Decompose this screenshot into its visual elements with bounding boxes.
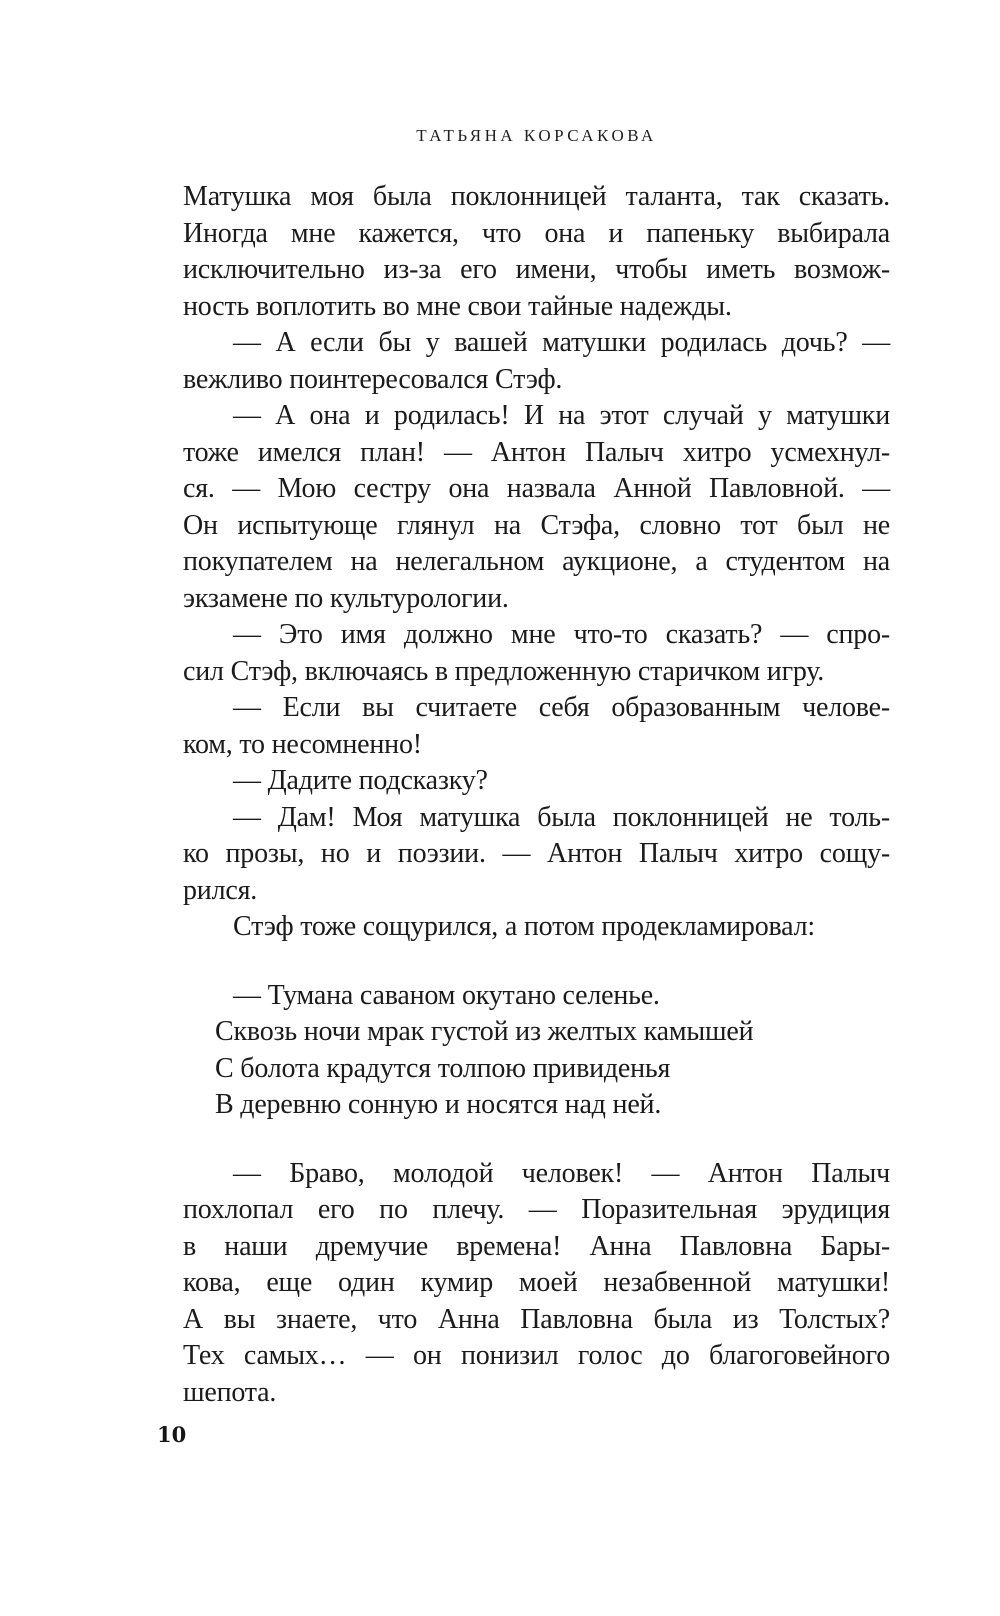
text-line: ность воплотить во мне свои тайные надежды.	[183, 290, 732, 322]
text-line: в наши дремучие времена! Анна Павловна Бары-	[183, 1230, 890, 1262]
text-line: — А она и родилась! И на этот случай у матушки	[233, 400, 890, 431]
text-line: В деревню сонную и носятся над ней.	[215, 1089, 662, 1120]
text-line: вежливо поинтересовался Стэф.	[183, 363, 563, 395]
text-line: сил Стэф, включаясь в предложенную старичком игру.	[183, 655, 825, 687]
text-line: экзамене по культурологии.	[183, 582, 509, 614]
text-line: покупателем на нелегальном аукционе, а студентом на	[183, 546, 890, 577]
text-line: Матушка моя была поклонницей таланта, так сказать.	[183, 181, 890, 212]
text-line: Иногда мне кажется, что она и папеньку выбирала	[183, 217, 890, 249]
text-line: — Тумана саваном окутано селенье.	[233, 979, 660, 1011]
text-line: Тех самых… — он понизил голос до благоговейного	[183, 1340, 890, 1371]
text-line: ком, то несомненно!	[183, 728, 422, 760]
text-line: А вы знаете, что Анна Павловна была из Толстых?	[183, 1303, 890, 1335]
text-line: — Если вы считаете себя образованным челове-	[233, 692, 890, 723]
text-line: С болота крадутся толпою привиденья	[215, 1052, 671, 1084]
text-line: Стэф тоже сощурился, а потом продекламировал:	[233, 911, 815, 942]
running-header: ТАТЬЯНА КОРСАКОВА	[416, 126, 657, 145]
text-line: кова, еще один кумир моей незабвенной матушки!	[183, 1267, 890, 1298]
text-line: тоже имелся план! — Антон Палыч хитро усмехнул-	[183, 436, 890, 468]
text-line: — А если бы у вашей матушки родилась дочь? —	[233, 327, 890, 358]
text-line: рился.	[183, 874, 258, 906]
text-line: Сквозь ночи мрак густой из желтых камышей	[215, 1016, 754, 1047]
text-line: — Дам! Моя матушка была поклонницей не толь-	[233, 801, 890, 833]
text-line: ко прозы, но и поэзии. — Антон Палыч хитро сощу-	[183, 838, 890, 869]
text-line: — Дадите подсказку?	[233, 765, 488, 796]
page-number: 10	[157, 1422, 187, 1447]
text-line: — Это имя должно мне что-то сказать? — спро-	[233, 619, 890, 650]
text-line: шепота.	[183, 1376, 277, 1408]
text-line: Он испытующе глянул на Стэфа, словно тот был не	[183, 509, 890, 541]
text-line: ся. — Мою сестру она назвала Анной Павловной. —	[183, 473, 890, 504]
text-line: исключительно из-за его имени, чтобы иметь возмож-	[183, 254, 890, 285]
text-line: — Браво, молодой человек! — Антон Палыч	[233, 1157, 890, 1189]
text-line: похлопал его по плечу. — Поразительная эрудиция	[183, 1194, 890, 1225]
text-block	[183, 179, 890, 1411]
